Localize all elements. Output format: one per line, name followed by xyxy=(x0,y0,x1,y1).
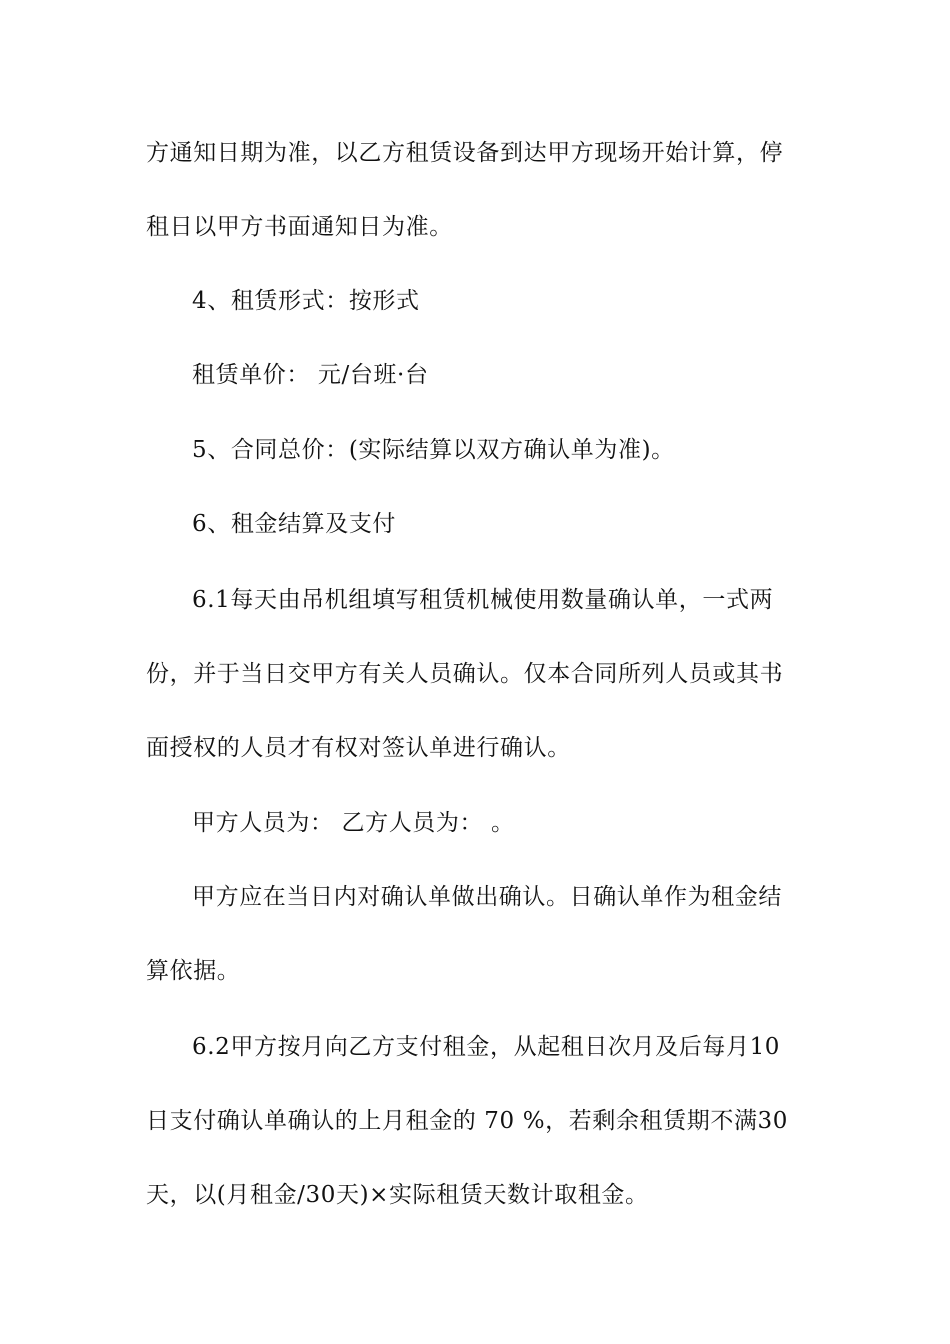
paragraph-line: 租赁单价： 元/台班·台 xyxy=(192,362,429,388)
paragraph-line: 6.2甲方按月向乙方支付租金，从起租日次月及后每月10 xyxy=(192,1034,781,1060)
paragraph-line: 面授权的人员才有权对签认单进行确认。 xyxy=(146,735,571,761)
paragraph-line: 甲方人员为： 乙方人员为： 。 xyxy=(192,810,515,836)
paragraph-line: 算依据。 xyxy=(146,958,241,984)
paragraph-line: 份，并于当日交甲方有关人员确认。仅本合同所列人员或其书 xyxy=(146,661,784,687)
paragraph-line: 甲方应在当日内对确认单做出确认。日确认单作为租金结 xyxy=(192,884,782,910)
paragraph-line: 租日以甲方书面通知日为准。 xyxy=(146,214,453,240)
section-heading: 6、租金结算及支付 xyxy=(192,511,397,537)
paragraph-line: 方通知日期为准，以乙方租赁设备到达甲方现场开始计算，停 xyxy=(146,140,784,166)
paragraph-line: 6.1每天由吊机组填写租赁机械使用数量确认单，一式两 xyxy=(192,587,774,613)
paragraph-line: 日支付确认单确认的上月租金的 70 %，若剩余租赁期不满30 xyxy=(146,1108,789,1134)
section-heading: 4、租赁形式：按形式 xyxy=(192,288,420,314)
section-heading: 5、合同总价：(实际结算以双方确认单为准)。 xyxy=(192,437,675,463)
paragraph-line: 天，以(月租金/30天)×实际租赁天数计取租金。 xyxy=(146,1182,649,1208)
